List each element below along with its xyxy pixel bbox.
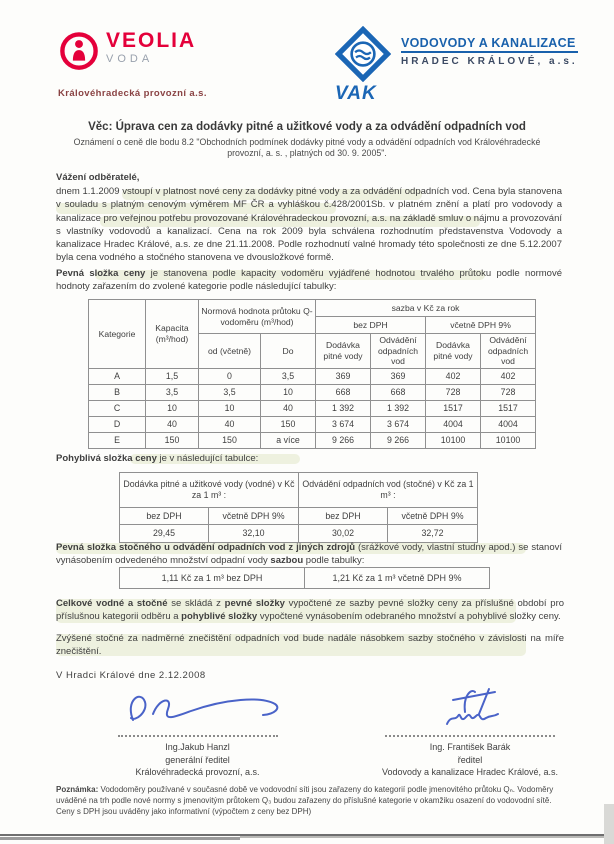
- scan-artifact: [240, 836, 614, 838]
- table-cell: 1 392: [316, 400, 371, 416]
- table-cell: 40: [146, 416, 199, 432]
- col-header-capacity: Kapacita (m³/hod): [146, 300, 199, 369]
- other-sources-table: [119, 567, 490, 589]
- col-header-water-price: Dodávka pitné a užitkové vody (vodné) v Kč za 1 m³ :: [120, 473, 299, 508]
- fixed-price-table: [88, 299, 536, 449]
- table-row: [120, 568, 490, 589]
- signer-title-right: ředitel: [457, 754, 483, 765]
- table-cell: 3,5: [261, 368, 316, 384]
- variable-price-table-wrap: [119, 472, 478, 543]
- veolia-company-name: Královéhradecká provozní a.s.: [58, 88, 207, 99]
- table-cell: 150: [199, 432, 261, 448]
- table-row: [89, 400, 536, 416]
- variable-component-text: je v následující tabulce:: [156, 453, 259, 464]
- col-header-category: Kategorie: [89, 300, 146, 369]
- signature-block-right: [352, 684, 588, 779]
- vak-acronym: VAK: [335, 83, 377, 104]
- fixed-component-paragraph: [56, 267, 562, 294]
- total-text-3: vypočtené vynásobením odebraného množství a pohyblivé složky ceny.: [257, 611, 561, 623]
- table-cell: 668: [371, 384, 426, 400]
- table-cell: 402: [481, 368, 536, 384]
- table-cell: 728: [481, 384, 536, 400]
- col-header-flow: Normová hodnota průtoku Q- vodoměru (m³/hod): [199, 300, 316, 334]
- sewage-lead: Pevná složka stočného u odvádění odpadních vod z jiných zdrojů: [56, 542, 356, 553]
- col-header-no-vat: bez DPH: [120, 508, 209, 525]
- col-header-with-vat: včetně DPH 9%: [426, 317, 536, 334]
- vak-company-line2: HRADEC KRÁLOVÉ, a.s.: [401, 56, 578, 67]
- signature-block-left: [90, 684, 305, 779]
- col-header-with-vat: včetně DPH 9%: [209, 508, 299, 525]
- header-vak: [333, 26, 578, 105]
- table-cell: 3 674: [371, 416, 426, 432]
- intro-paragraph: dnem 1.1.2009 vstoupí v platnost nové ceny za dodávky pitné vody a za odvádění odpadních vod. Cena byla stanovena v souladu s platným cenovým výměrem MF ČR a vyhláškou č.428/2001Sb. v platném znění a platí pro vodovody a kanalizace pro veřejnou potřebu provozované Královéhradeckou provozní, a.s. na základě smluv o nájmu a provozování s vlastníky vodovodů a kanalizací. Cena na rok 2009 byla schválena rozhodnutím představenstva Vodovody a kanalizace Hradec Králové, a.s. ze dne 21.11.2008. Podle rozhodnutí valné hromady této společnosti ze dne 5.12.2007 byla cena vodného a stočného stanovena ve dvousložkové formě.: [56, 186, 562, 264]
- table-cell: 32,72: [388, 525, 478, 543]
- total-text-2: vypočtené ze sazby pevné složky ceny za příslušné období pro příslušnou kategorii odběru a: [56, 598, 565, 623]
- sewage-rate-word: sazbou: [270, 555, 304, 567]
- table-cell: 30,02: [299, 525, 388, 543]
- signer-name-right: Ing. František Barák: [429, 742, 511, 752]
- table-cell: D: [89, 416, 146, 432]
- table-cell: C: [89, 400, 146, 416]
- table-cell: 10: [261, 384, 316, 400]
- signer-org-right: Vodovody a kanalizace Hradec Králové, a.s.: [381, 767, 559, 777]
- sewage-text-end: podle tabulky:: [303, 555, 365, 567]
- footnote-label: Poznámka:: [56, 785, 99, 794]
- table-cell: 369: [316, 368, 371, 384]
- table-cell: 3 674: [316, 416, 371, 432]
- table-cell: 402: [426, 368, 481, 384]
- veolia-brand-sub: VODA: [106, 53, 154, 65]
- col-header-no-vat: bez DPH: [316, 317, 426, 334]
- table-cell: E: [89, 432, 146, 448]
- scan-artifact: [0, 837, 240, 840]
- table-cell: a více: [261, 432, 316, 448]
- table-cell: 9 266: [371, 432, 426, 448]
- total-fixed-part: pevné složky: [224, 598, 285, 609]
- signer-org-left: Královéhradecká provozní, a.s.: [135, 767, 260, 777]
- header-veolia: [58, 30, 207, 99]
- signature-scribble-right: [395, 717, 545, 734]
- variable-component-paragraph: [56, 452, 562, 465]
- subject-note: Oznámení o ceně dle bodu 8.2 "Obchodních podmínek dodávky pitné vody a odvádění odpadních vod Královéhradecké provozní, a. s. , platných od 30. 9. 2005".: [73, 137, 541, 158]
- table-cell: 1517: [481, 400, 536, 416]
- signature-line-left: [118, 735, 278, 737]
- table-cell: 10: [199, 400, 261, 416]
- total-lead: Celkové vodné a stočné: [56, 598, 168, 609]
- table-cell: 29,45: [120, 525, 209, 543]
- veolia-brand: VEOLIA: [106, 29, 197, 52]
- table-cell: 668: [316, 384, 371, 400]
- table-row: [89, 432, 536, 448]
- table-cell: 1517: [426, 400, 481, 416]
- col-header-sewage-price: Odvádění odpadních vod (stočné) v Kč za 1 m³ :: [299, 473, 478, 508]
- signature-scribble-left: [103, 717, 293, 734]
- signer-name-left: Ing.Jakub Hanzl: [165, 742, 230, 752]
- sewage-other-sources-paragraph: [56, 541, 562, 568]
- table-cell: A: [89, 368, 146, 384]
- place-date-line: V Hradci Králové dne 2.12.2008: [56, 670, 206, 681]
- table-row: [89, 416, 536, 432]
- table-cell: 10: [146, 400, 199, 416]
- footnote-text: Vododoměry používané v současné době ve vodovodní síti jsou zařazeny do kategorií podle jmenovitého průtoku Qₙ. Vodoměry uváděné na trh podle nové normy s jmenovitým průtokem Q₃ budou zařazeny do příslušné kategorie v okamžiku osazení do vodovodní sítě. Ceny s DPH jsou uváděny jako informativní (výpočtem z ceny bez DPH): [56, 785, 554, 816]
- vak-company-line1: VODOVODY A KANALIZACE: [401, 36, 578, 53]
- col-header-flow-from: od (včetně): [199, 334, 261, 369]
- table-cell: 32,10: [209, 525, 299, 543]
- total-variable-part: pohyblivé složky: [181, 611, 258, 623]
- table-cell: 4004: [426, 416, 481, 432]
- table-cell: 9 266: [316, 432, 371, 448]
- table-cell: 369: [371, 368, 426, 384]
- increased-sewage-paragraph: Zvýšené stočné za nadměrné znečištění odpadních vod bude nadále násobkem sazby stočného v závislosti na míře znečištění.: [56, 633, 564, 658]
- variable-price-table: [119, 472, 478, 543]
- table-cell: 3,5: [146, 384, 199, 400]
- table-cell: 0: [199, 368, 261, 384]
- table-cell: 40: [261, 400, 316, 416]
- table-row: [89, 368, 536, 384]
- table-row: [89, 384, 536, 400]
- veolia-logo-icon: [58, 30, 100, 77]
- salutation: Vážení odběratelé,: [56, 172, 140, 183]
- scan-artifact: [604, 804, 614, 844]
- variable-component-lead: Pohyblivá složka ceny: [56, 453, 157, 464]
- col-header-sewage: Odvádění odpadních vod: [481, 334, 536, 369]
- col-header-water-supply: Dodávka pitné vody: [426, 334, 481, 369]
- table-cell: 728: [426, 384, 481, 400]
- table-cell: 10100: [426, 432, 481, 448]
- col-header-no-vat: bez DPH: [299, 508, 388, 525]
- table-cell: 10100: [481, 432, 536, 448]
- col-header-rate-title: sazba v Kč za rok: [316, 300, 536, 317]
- fixed-price-table-wrap: [88, 299, 536, 449]
- col-header-flow-to: Do: [261, 334, 316, 369]
- signature-line-right: [385, 735, 555, 737]
- subject-line: Věc: Úprava cen za dodávky pitné a užitkové vody a za odvádění odpadních vod: [88, 121, 526, 133]
- footnote: [56, 785, 564, 817]
- table-cell: 1,21 Kč za 1 m³ včetně DPH 9%: [305, 568, 490, 589]
- table-cell: 40: [199, 416, 261, 432]
- col-header-water-supply: Dodávka pitné vody: [316, 334, 371, 369]
- table-cell: 4004: [481, 416, 536, 432]
- sewage-text: (srážkové vody, vlastní studny apod.) se stanoví vynásobením odvedeného množství odpadní vody: [56, 542, 562, 567]
- col-header-with-vat: včetně DPH 9%: [388, 508, 478, 525]
- fixed-component-text: je stanovena podle kapacity vodoměru vyjádřené hodnotou trvalého průtoku podle normové hodnoty zařazením do zvolené kategorie podle následující tabulky:: [56, 268, 562, 293]
- signer-title-left: generální ředitel: [165, 754, 230, 765]
- table-cell: 3,5: [199, 384, 261, 400]
- table-cell: 1 392: [371, 400, 426, 416]
- table-cell: 150: [261, 416, 316, 432]
- other-sources-table-wrap: [119, 567, 490, 589]
- total-text-1: se skládá z: [167, 598, 225, 609]
- table-row: [120, 525, 478, 543]
- table-cell: 1,11 Kč za 1 m³ bez DPH: [120, 568, 305, 589]
- table-cell: 1,5: [146, 368, 199, 384]
- col-header-sewage: Odvádění odpadních vod: [371, 334, 426, 369]
- table-cell: 150: [146, 432, 199, 448]
- fixed-component-lead: Pevná složka ceny: [56, 268, 146, 279]
- total-price-paragraph: [56, 597, 564, 624]
- table-cell: B: [89, 384, 146, 400]
